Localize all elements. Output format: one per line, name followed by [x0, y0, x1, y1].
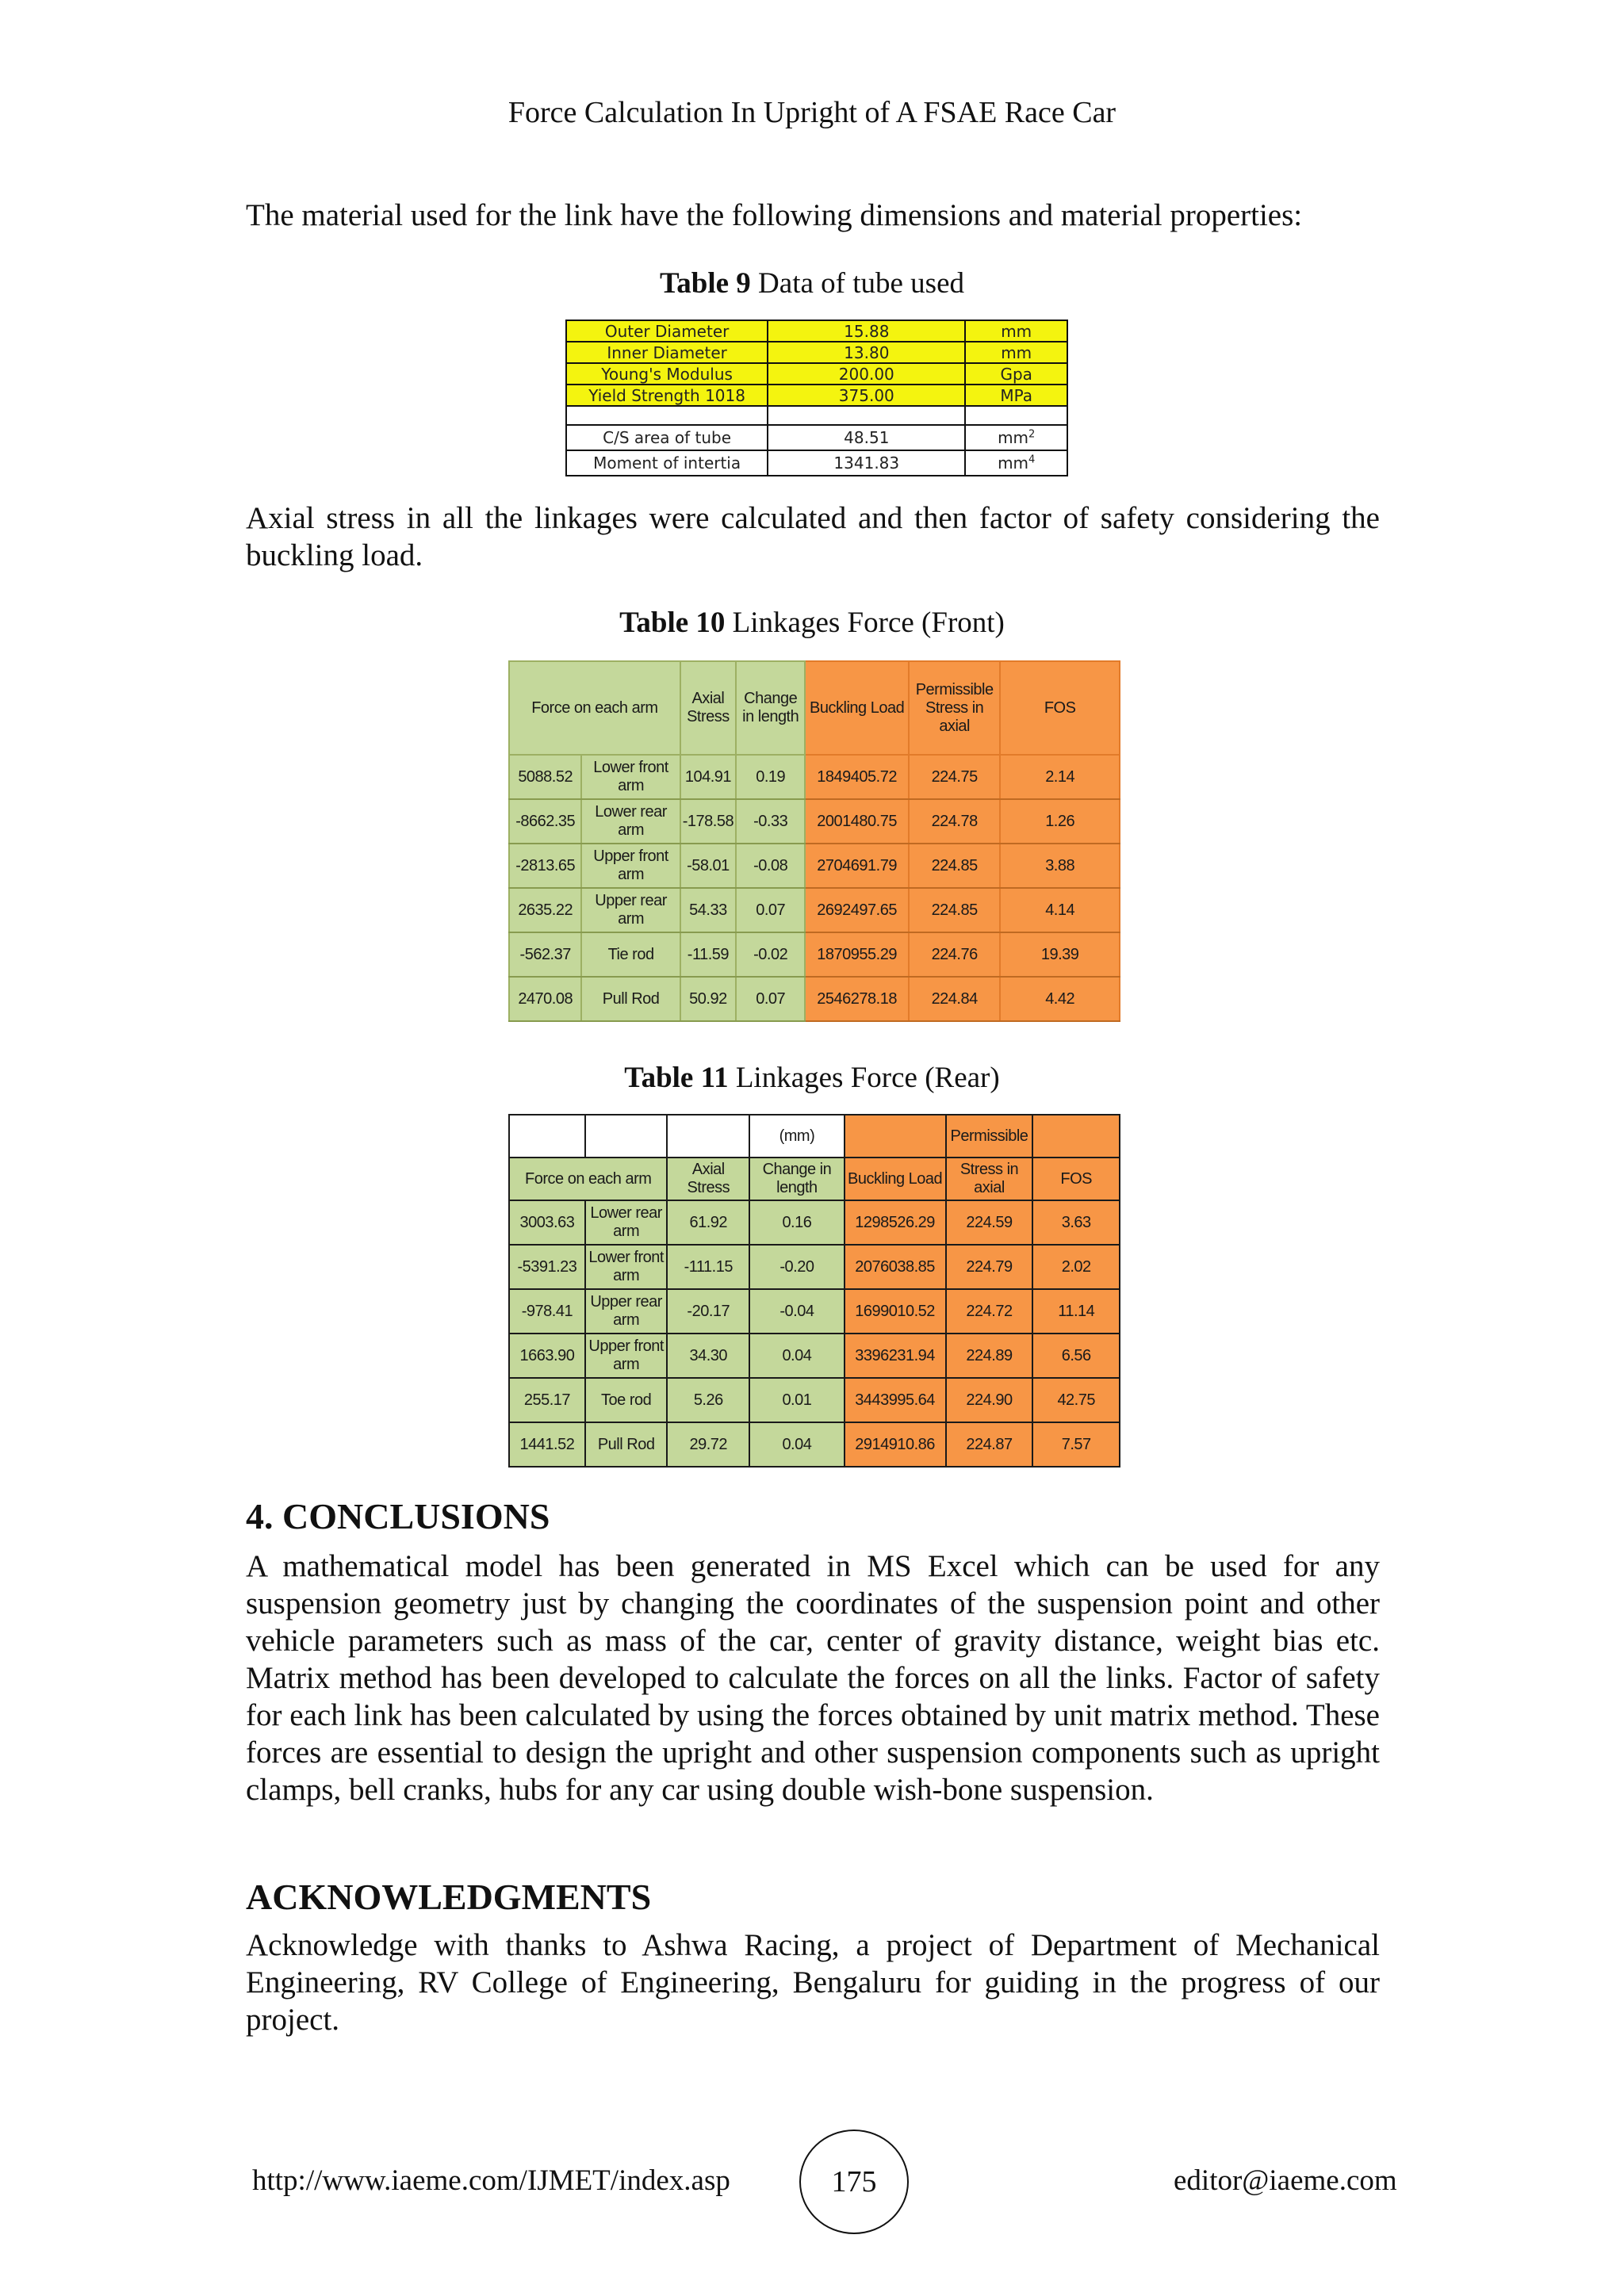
table11-caption-text: Linkages Force (Rear) — [728, 1062, 1000, 1094]
table-header-row — [509, 661, 1120, 755]
table-cell: 224.78 — [909, 799, 1000, 844]
header-cell: Force on each arm — [509, 661, 680, 755]
table-cell: mm — [965, 320, 1067, 342]
table-row — [509, 1422, 1120, 1467]
unit-text: mm — [998, 428, 1029, 447]
header-cell: FOS — [1032, 1158, 1120, 1200]
table-cell: 1341.83 — [768, 450, 965, 476]
table-cell: Lower front arm — [585, 1245, 668, 1289]
table-cell — [965, 450, 1067, 476]
table-cell: 29.72 — [667, 1422, 749, 1467]
table-cell: 15.88 — [768, 320, 965, 342]
table10-caption-text: Linkages Force (Front) — [725, 607, 1005, 639]
table-row — [509, 888, 1120, 932]
table-cell: -58.01 — [680, 844, 736, 888]
table-cell: 104.91 — [680, 755, 736, 799]
table-cell: mm — [965, 342, 1067, 363]
table-cell: 2.02 — [1032, 1245, 1120, 1289]
table-row — [566, 450, 1067, 476]
table9-caption-text: Data of tube used — [750, 267, 964, 300]
table-cell: Moment of intertia — [566, 450, 768, 476]
table-cell: 7.57 — [1032, 1422, 1120, 1467]
page-number: 175 — [799, 2130, 909, 2234]
table-cell: 50.92 — [680, 977, 736, 1021]
table-cell: 54.33 — [680, 888, 736, 932]
acknowledgments-heading: ACKNOWLEDGMENTS — [246, 1877, 652, 1917]
table-cell: 1849405.72 — [805, 755, 909, 799]
table-cell: 2001480.75 — [805, 799, 909, 844]
table-cell-empty — [965, 406, 1067, 425]
table9-tube-data — [565, 320, 1068, 476]
table-cell: MPa — [965, 385, 1067, 406]
table-cell: 2076038.85 — [845, 1245, 946, 1289]
header-cell: FOS — [1000, 661, 1120, 755]
acknowledgments-paragraph: Acknowledge with thanks to Ashwa Racing, a project of Department of Mechanical Engineering, RV College of Engineering, Bengaluru for guiding in the progress of our project. — [246, 1928, 1380, 2037]
table-row-blank — [566, 406, 1067, 425]
table-cell: 0.07 — [736, 888, 805, 932]
table-cell: 200.00 — [768, 363, 965, 385]
table-cell: -0.33 — [736, 799, 805, 844]
table-cell: 224.90 — [946, 1378, 1033, 1422]
table-cell: -562.37 — [509, 932, 581, 977]
table-cell: Pull Rod — [585, 1422, 668, 1467]
table-row — [566, 425, 1067, 450]
table-cell: 1441.52 — [509, 1422, 585, 1467]
table-cell: Upper front arm — [581, 844, 680, 888]
table-cell: 13.80 — [768, 342, 965, 363]
header-cell: Buckling Load — [845, 1158, 946, 1200]
table-cell: C/S area of tube — [566, 425, 768, 450]
table-cell: Lower rear arm — [581, 799, 680, 844]
footer-email-link[interactable]: editor@iaeme.com — [1174, 2164, 1397, 2197]
table-cell: -111.15 — [667, 1245, 749, 1289]
table-cell: 0.07 — [736, 977, 805, 1021]
table-row — [509, 1289, 1120, 1334]
header-cell: Change in length — [749, 1158, 845, 1200]
conclusions-paragraph: A mathematical model has been generated in MS Excel which can be used for any suspension geometry just by changing the coordinates of the suspension point and other vehicle parameters such as mass of the car, center of gravity distance, weight bias etc. Matrix method has been developed to calculate the forces on all the links. Factor of safety for each link has been calculated by using the forces obtained by unit matrix method. These forces are essential to design the upright and other suspension components such as upright clamps, bell cranks, hubs for any car using double wish-bone suspension. — [246, 1549, 1380, 1807]
table-cell: 61.92 — [667, 1200, 749, 1245]
table-cell: -0.04 — [749, 1289, 845, 1334]
table-cell: 5088.52 — [509, 755, 581, 799]
axial-paragraph: Axial stress in all the linkages were calculated and then factor of safety considering the buckling load. — [246, 501, 1380, 572]
table-cell: Upper rear arm — [581, 888, 680, 932]
table-cell: 0.19 — [736, 755, 805, 799]
table-cell: Upper front arm — [585, 1334, 668, 1378]
table-cell: 1870955.29 — [805, 932, 909, 977]
table-cell: (mm) — [749, 1115, 845, 1158]
table-cell: -8662.35 — [509, 799, 581, 844]
table-cell: 224.72 — [946, 1289, 1033, 1334]
table-cell: 4.14 — [1000, 888, 1120, 932]
table11-caption-label: Table 11 — [624, 1062, 729, 1094]
table-cell — [965, 425, 1067, 450]
table-cell: 224.76 — [909, 932, 1000, 977]
table-cell: Tie rod — [581, 932, 680, 977]
table-cell: 224.85 — [909, 888, 1000, 932]
table-cell: 0.01 — [749, 1378, 845, 1422]
table-row — [509, 799, 1120, 844]
table-cell: -5391.23 — [509, 1245, 585, 1289]
table-cell: 2692497.65 — [805, 888, 909, 932]
table10-caption-label: Table 10 — [619, 607, 726, 639]
table9-caption-label: Table 9 — [659, 267, 751, 300]
table-cell: -0.08 — [736, 844, 805, 888]
table-row — [509, 1245, 1120, 1289]
table-cell: 224.75 — [909, 755, 1000, 799]
table-cell: 1699010.52 — [845, 1289, 946, 1334]
table-cell: 3003.63 — [509, 1200, 585, 1245]
footer-url-link[interactable]: http://www.iaeme.com/IJMET/index.asp — [252, 2164, 730, 2197]
table-cell: Toe rod — [585, 1378, 668, 1422]
table-cell: 11.14 — [1032, 1289, 1120, 1334]
table-cell: 2704691.79 — [805, 844, 909, 888]
table-cell: -2813.65 — [509, 844, 581, 888]
table11-caption — [0, 1061, 1624, 1095]
table-cell: 224.85 — [909, 844, 1000, 888]
table-cell: Young's Modulus — [566, 363, 768, 385]
table-cell: -20.17 — [667, 1289, 749, 1334]
table-cell: Inner Diameter — [566, 342, 768, 363]
table-cell — [667, 1115, 749, 1158]
table-header-row — [509, 1158, 1120, 1200]
header-cell: Change in length — [736, 661, 805, 755]
table-cell: -978.41 — [509, 1289, 585, 1334]
table-cell: -11.59 — [680, 932, 736, 977]
table-cell: 0.04 — [749, 1334, 845, 1378]
table-cell-empty — [768, 406, 965, 425]
table-cell: 0.04 — [749, 1422, 845, 1467]
table-cell: 0.16 — [749, 1200, 845, 1245]
header-cell: Permissible Stress in axial — [909, 661, 1000, 755]
table-cell: 3443995.64 — [845, 1378, 946, 1422]
table-cell: 375.00 — [768, 385, 965, 406]
table-cell: 224.84 — [909, 977, 1000, 1021]
table11-rear-linkages — [508, 1114, 1120, 1468]
table-cell: Lower front arm — [581, 755, 680, 799]
conclusions-heading: 4. CONCLUSIONS — [246, 1496, 550, 1536]
table-row — [566, 363, 1067, 385]
unit-exponent: 2 — [1028, 428, 1036, 441]
table-cell: 224.59 — [946, 1200, 1033, 1245]
table-row — [509, 1378, 1120, 1422]
table-row — [509, 977, 1120, 1021]
table-cell: Gpa — [965, 363, 1067, 385]
table-cell: 2635.22 — [509, 888, 581, 932]
table-cell: 4.42 — [1000, 977, 1120, 1021]
table9-caption — [0, 266, 1624, 300]
table-row — [509, 844, 1120, 888]
table-cell: 255.17 — [509, 1378, 585, 1422]
table-cell: 224.89 — [946, 1334, 1033, 1378]
table-row — [509, 1334, 1120, 1378]
table-cell: Lower rear arm — [585, 1200, 668, 1245]
table-cell: 19.39 — [1000, 932, 1120, 977]
table-cell: 3.63 — [1032, 1200, 1120, 1245]
unit-exponent: 4 — [1028, 453, 1036, 466]
table-row — [509, 1200, 1120, 1245]
table10-caption — [0, 606, 1624, 640]
table-cell: 2470.08 — [509, 977, 581, 1021]
unit-text: mm — [998, 453, 1029, 473]
table-row — [566, 320, 1067, 342]
table-cell: 2914910.86 — [845, 1422, 946, 1467]
header-cell: Force on each arm — [509, 1158, 667, 1200]
table-cell: 48.51 — [768, 425, 965, 450]
header-cell: Axial Stress — [667, 1158, 749, 1200]
table-cell: Yield Strength 1018 — [566, 385, 768, 406]
table-cell: 1663.90 — [509, 1334, 585, 1378]
table-header-row-top — [509, 1115, 1120, 1158]
table-cell: 224.87 — [946, 1422, 1033, 1467]
table-cell — [585, 1115, 668, 1158]
running-header: Force Calculation In Upright of A FSAE Race Car — [508, 96, 1116, 129]
table-cell — [1032, 1115, 1120, 1158]
table-cell: 1.26 — [1000, 799, 1120, 844]
table-cell: -0.02 — [736, 932, 805, 977]
table-cell: 2546278.18 — [805, 977, 909, 1021]
table-cell: Upper rear arm — [585, 1289, 668, 1334]
table-cell: -178.58 — [680, 799, 736, 844]
table-cell: Permissible — [946, 1115, 1033, 1158]
table-cell — [845, 1115, 946, 1158]
table-row — [566, 385, 1067, 406]
table-row — [566, 342, 1067, 363]
table10-front-linkages — [508, 660, 1120, 1022]
header-cell: Axial Stress — [680, 661, 736, 755]
table-cell: 42.75 — [1032, 1378, 1120, 1422]
table-cell: 3396231.94 — [845, 1334, 946, 1378]
header-cell: Buckling Load — [805, 661, 909, 755]
table-cell: Pull Rod — [581, 977, 680, 1021]
table-cell: 6.56 — [1032, 1334, 1120, 1378]
table-cell — [509, 1115, 585, 1158]
table-cell: 2.14 — [1000, 755, 1120, 799]
table-cell: 5.26 — [667, 1378, 749, 1422]
table-cell-empty — [566, 406, 768, 425]
table-cell: Outer Diameter — [566, 320, 768, 342]
table-row — [509, 755, 1120, 799]
table-cell: 1298526.29 — [845, 1200, 946, 1245]
table-cell: -0.20 — [749, 1245, 845, 1289]
table-cell: 34.30 — [667, 1334, 749, 1378]
table-row — [509, 932, 1120, 977]
intro-paragraph: The material used for the link have the following dimensions and material properties: — [246, 198, 1303, 232]
table-cell: 3.88 — [1000, 844, 1120, 888]
header-cell: Stress in axial — [946, 1158, 1033, 1200]
table-cell: 224.79 — [946, 1245, 1033, 1289]
